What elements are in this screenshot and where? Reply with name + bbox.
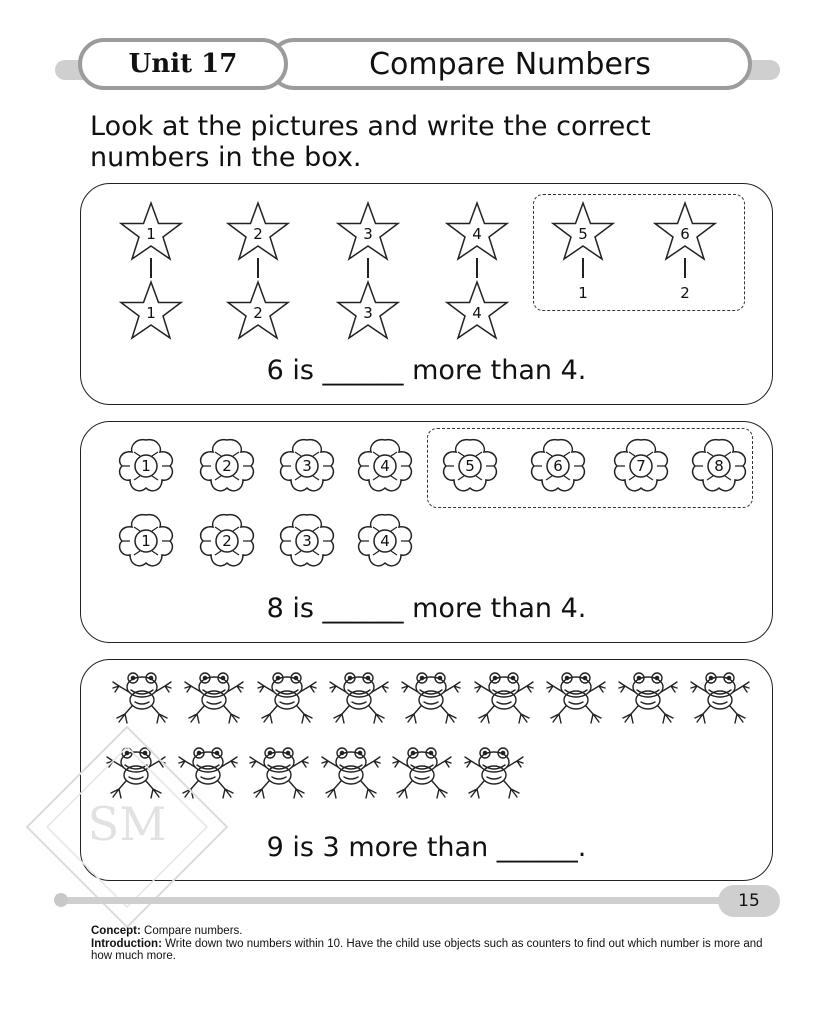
star-number: 6 [680, 225, 690, 243]
star-number: 1 [146, 304, 156, 322]
star-number: 4 [472, 304, 482, 322]
flower-number: 1 [141, 457, 151, 475]
flower-bottom-3 [273, 507, 341, 575]
extra-count-1: 1 [578, 284, 588, 302]
frog-icon [398, 670, 464, 726]
star-number: 1 [146, 225, 156, 243]
frog-icon [109, 670, 175, 726]
flower-top-5 [436, 432, 504, 500]
flower-number: 3 [302, 457, 312, 475]
concept-label: Concept: [91, 925, 141, 937]
flower-top-6 [524, 432, 592, 500]
instruction-text: Look at the pictures and write the correct numbers in the box. [90, 111, 651, 173]
flower-top-8 [685, 432, 753, 500]
extra-count-2: 2 [680, 284, 690, 302]
flower-number: 7 [636, 457, 646, 475]
match-line [257, 258, 259, 278]
introduction-line [91, 938, 771, 963]
star-number: 2 [253, 304, 263, 322]
exercise-2-sentence: 8 is ______ more than 4. [266, 593, 587, 624]
flower-top-3 [273, 432, 341, 500]
frog-icon [687, 670, 753, 726]
footer-dot [54, 893, 68, 907]
star-number: 3 [363, 225, 373, 243]
frog-top-3 [254, 670, 320, 726]
flower-number: 2 [222, 532, 232, 550]
flower-number: 3 [302, 532, 312, 550]
watermark-text: SM [87, 797, 167, 851]
frog-icon [326, 670, 392, 726]
frog-icon [175, 745, 241, 801]
star-number: 3 [363, 304, 373, 322]
flower-top-2 [193, 432, 261, 500]
frog-top-4 [326, 670, 392, 726]
flower-number: 5 [465, 457, 475, 475]
frog-bottom-6 [461, 745, 527, 801]
introduction-label: Introduction: [91, 937, 162, 950]
teacher-notes [91, 925, 771, 963]
frog-icon [103, 745, 169, 801]
flower-number: 1 [141, 532, 151, 550]
frog-icon [543, 670, 609, 726]
star-number: 4 [472, 225, 482, 243]
frog-top-2 [181, 670, 247, 726]
frog-bottom-4 [318, 745, 384, 801]
flower-bottom-4 [351, 507, 419, 575]
frog-icon [471, 670, 537, 726]
frog-icon [318, 745, 384, 801]
star-bottom-2 [224, 279, 292, 347]
concept-line [91, 925, 771, 938]
match-line [476, 258, 478, 278]
flower-top-4 [351, 432, 419, 500]
footer-bar [60, 897, 750, 904]
match-line [367, 258, 369, 278]
star-bottom-3 [334, 279, 402, 347]
frog-icon [254, 670, 320, 726]
flower-bottom-2 [193, 507, 261, 575]
frog-bottom-5 [389, 745, 455, 801]
frog-bottom-3 [246, 745, 312, 801]
exercise-1-panel [80, 183, 773, 405]
exercise-2-panel [80, 421, 773, 643]
frog-top-9 [687, 670, 753, 726]
star-bottom-4 [443, 279, 511, 347]
flower-bottom-1 [112, 507, 180, 575]
star-bottom-1 [117, 279, 185, 347]
match-line [684, 258, 686, 278]
flower-number: 6 [553, 457, 563, 475]
concept-text: Compare numbers. [140, 925, 243, 937]
frog-icon [389, 745, 455, 801]
exercise-3-sentence: 9 is 3 more than ______. [266, 832, 587, 863]
frog-icon [615, 670, 681, 726]
frog-icon [246, 745, 312, 801]
frog-top-1 [109, 670, 175, 726]
match-line [582, 258, 584, 278]
page-title: Compare Numbers [268, 38, 752, 90]
frog-top-6 [471, 670, 537, 726]
exercise-3-panel [80, 659, 773, 881]
frog-icon [181, 670, 247, 726]
unit-label: Unit 17 [78, 38, 288, 90]
star-number: 2 [253, 225, 263, 243]
frog-top-8 [615, 670, 681, 726]
match-line [150, 258, 152, 278]
frog-bottom-1 [103, 745, 169, 801]
star-number: 5 [578, 225, 588, 243]
flower-number: 4 [380, 457, 390, 475]
frog-top-7 [543, 670, 609, 726]
frog-top-5 [398, 670, 464, 726]
flower-top-1 [112, 432, 180, 500]
flower-number: 2 [222, 457, 232, 475]
introduction-text: Write down two numbers within 10. Have the child use objects such as counters to find out which number is more and how much more. [91, 937, 763, 962]
frog-bottom-2 [175, 745, 241, 801]
flower-number: 4 [380, 532, 390, 550]
flower-top-7 [607, 432, 675, 500]
page-number: 15 [718, 885, 780, 917]
frog-icon [461, 745, 527, 801]
flower-number: 8 [714, 457, 724, 475]
exercise-1-sentence: 6 is ______ more than 4. [266, 355, 587, 386]
